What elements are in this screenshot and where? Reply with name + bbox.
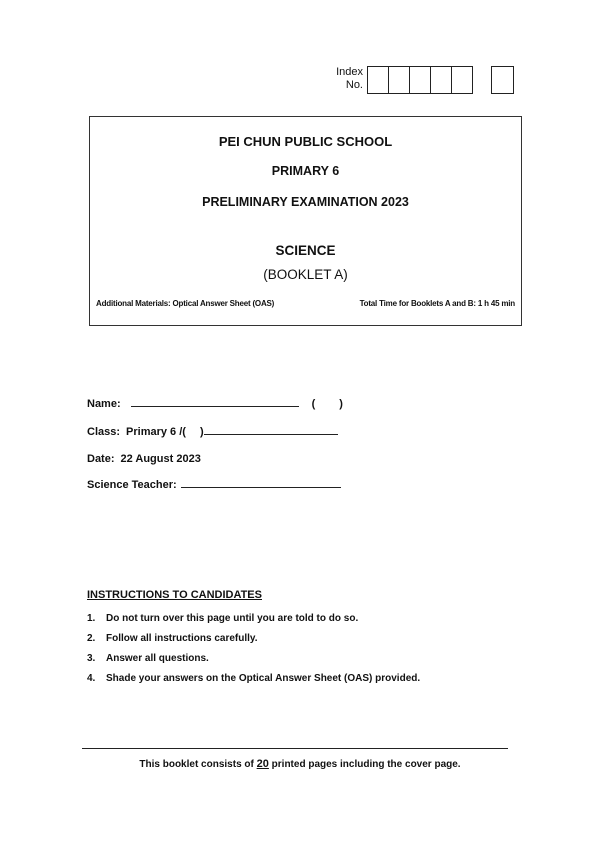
class-label: Class: — [87, 426, 121, 438]
index-digit-box[interactable] — [410, 67, 431, 93]
footer-divider — [82, 748, 508, 749]
instruction-number: 1. — [87, 613, 96, 624]
instruction-item — [87, 633, 420, 653]
index-label-line1: Index — [336, 66, 363, 78]
index-number-boxes — [367, 66, 473, 94]
instructions-list — [87, 613, 420, 693]
instruction-text: Answer all questions. — [106, 653, 209, 664]
index-check-box[interactable] — [491, 66, 514, 94]
teacher-input-line[interactable] — [181, 486, 341, 488]
instruction-number: 4. — [87, 673, 96, 684]
exam-title: PRELIMINARY EXAMINATION 2023 — [202, 195, 409, 209]
class-paren-close: ) — [199, 426, 204, 438]
index-digit-box[interactable] — [431, 67, 452, 93]
instruction-text: Do not turn over this page until you are told to do so. — [106, 613, 359, 624]
date-label: Date: — [87, 453, 115, 465]
instruction-item — [87, 673, 420, 693]
index-digit-box[interactable] — [368, 67, 389, 93]
register-paren-open: ( — [311, 398, 316, 410]
level: PRIMARY 6 — [271, 164, 340, 178]
index-digit-box[interactable] — [452, 67, 472, 93]
instruction-number: 3. — [87, 653, 96, 664]
booklet: (BOOKLET A) — [263, 267, 348, 282]
name-label: Name: — [87, 398, 121, 410]
class-value: Primary 6 /( — [126, 426, 186, 438]
teacher-label: Science Teacher: — [87, 479, 177, 491]
header-footer — [96, 299, 515, 308]
page-count-suffix: printed pages including the cover page. — [268, 759, 461, 770]
page-count-prefix: This booklet consists of — [139, 759, 257, 770]
instruction-text: Shade your answers on the Optical Answer Sheet (OAS) provided. — [106, 673, 421, 684]
register-paren-close: ) — [339, 398, 343, 410]
instruction-item — [87, 653, 420, 673]
teacher-field — [87, 479, 341, 491]
school-name: PEI CHUN PUBLIC SCHOOL — [218, 134, 393, 149]
index-digit-box[interactable] — [389, 67, 410, 93]
instructions-title: INSTRUCTIONS TO CANDIDATES — [87, 589, 262, 601]
name-field — [87, 398, 343, 410]
subject: SCIENCE — [275, 243, 336, 258]
additional-materials: Additional Materials: Optical Answer Sheet (OAS) — [96, 299, 275, 308]
name-input-line[interactable] — [131, 405, 299, 407]
date-value: 22 August 2023 — [120, 453, 201, 465]
instruction-text: Follow all instructions carefully. — [106, 633, 258, 644]
page-count: 20 — [256, 758, 269, 770]
index-number-label — [333, 66, 363, 92]
instruction-item — [87, 613, 420, 633]
page-count-note — [0, 758, 600, 770]
index-label-line2: No. — [345, 79, 363, 91]
class-input-line[interactable] — [204, 433, 338, 435]
exam-header-box — [89, 116, 522, 326]
instruction-number: 2. — [87, 633, 96, 644]
total-time: Total Time for Booklets A and B: 1 h 45 min — [359, 299, 515, 308]
class-field — [87, 426, 338, 438]
date-field — [87, 453, 201, 465]
